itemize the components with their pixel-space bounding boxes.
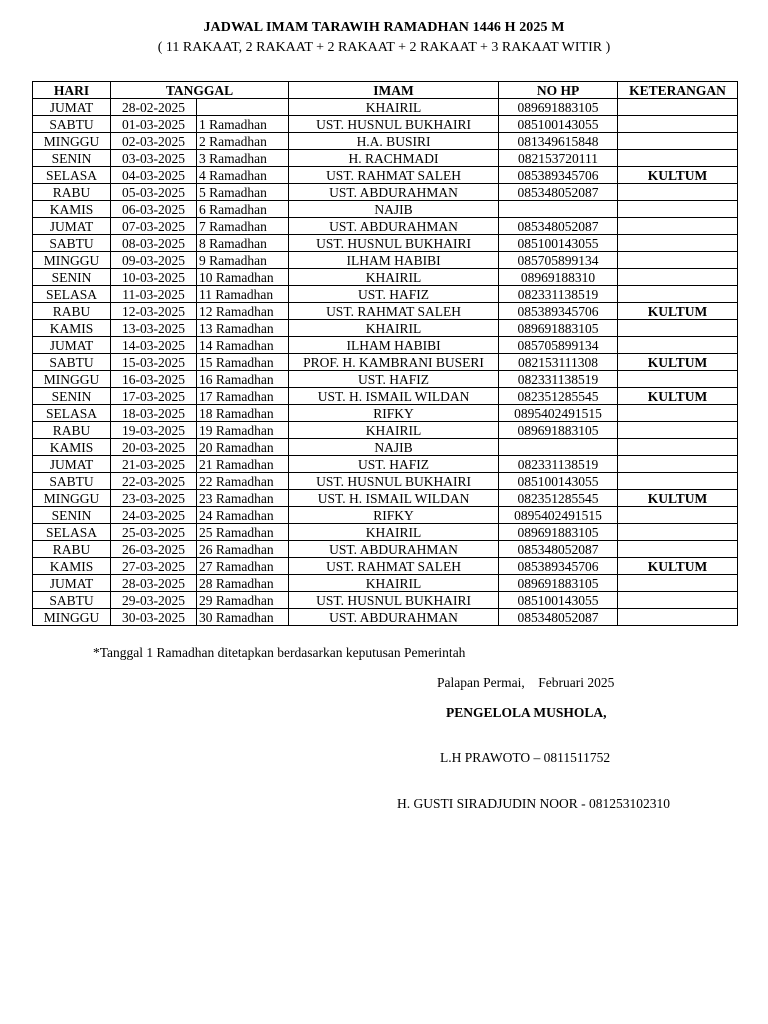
cell-nohp: 085100143055 — [499, 116, 618, 133]
table-row — [33, 609, 738, 626]
cell-hari: SABTU — [33, 116, 111, 133]
cell-hari: KAMIS — [33, 558, 111, 575]
cell-nohp: 085100143055 — [499, 592, 618, 609]
table-row — [33, 150, 738, 167]
cell-imam: UST. H. ISMAIL WILDAN — [289, 388, 499, 405]
cell-keterangan: KULTUM — [618, 303, 738, 320]
cell-tanggal: 16-03-2025 — [111, 371, 197, 388]
cell-nohp: 085100143055 — [499, 235, 618, 252]
cell-imam: ILHAM HABIBI — [289, 252, 499, 269]
cell-nohp: 085705899134 — [499, 337, 618, 354]
cell-hari: KAMIS — [33, 201, 111, 218]
cell-tanggal: 09-03-2025 — [111, 252, 197, 269]
cell-hari: SELASA — [33, 405, 111, 422]
table-row — [33, 405, 738, 422]
table-row — [33, 286, 738, 303]
cell-imam: KHAIRIL — [289, 269, 499, 286]
cell-keterangan — [618, 133, 738, 150]
cell-imam: UST. ABDURAHMAN — [289, 218, 499, 235]
cell-tanggal: 27-03-2025 — [111, 558, 197, 575]
cell-ramadhan: 12 Ramadhan — [197, 303, 289, 320]
cell-hari: KAMIS — [33, 320, 111, 337]
cell-nohp: 085348052087 — [499, 541, 618, 558]
cell-hari: MINGGU — [33, 133, 111, 150]
cell-nohp: 0895402491515 — [499, 507, 618, 524]
cell-hari: SABTU — [33, 235, 111, 252]
cell-hari: SABTU — [33, 592, 111, 609]
signer-siradjudin: H. GUSTI SIRADJUDIN NOOR - 081253102310 — [397, 796, 670, 811]
cell-keterangan: KULTUM — [618, 354, 738, 371]
cell-ramadhan: 26 Ramadhan — [197, 541, 289, 558]
cell-tanggal: 19-03-2025 — [111, 422, 197, 439]
cell-tanggal: 28-03-2025 — [111, 575, 197, 592]
cell-hari: MINGGU — [33, 490, 111, 507]
cell-hari: RABU — [33, 303, 111, 320]
cell-nohp: 082331138519 — [499, 286, 618, 303]
cell-imam: H.A. BUSIRI — [289, 133, 499, 150]
cell-imam: ILHAM HABIBI — [289, 337, 499, 354]
header-imam: IMAM — [289, 82, 499, 99]
cell-ramadhan: 28 Ramadhan — [197, 575, 289, 592]
cell-nohp: 082153111308 — [499, 354, 618, 371]
cell-nohp — [499, 201, 618, 218]
cell-keterangan — [618, 235, 738, 252]
cell-hari: SENIN — [33, 150, 111, 167]
cell-imam: UST. RAHMAT SALEH — [289, 303, 499, 320]
cell-hari: MINGGU — [33, 252, 111, 269]
cell-imam: KHAIRIL — [289, 422, 499, 439]
cell-ramadhan: 1 Ramadhan — [197, 116, 289, 133]
cell-hari: RABU — [33, 184, 111, 201]
cell-nohp: 089691883105 — [499, 320, 618, 337]
cell-nohp: 082331138519 — [499, 371, 618, 388]
cell-imam: KHAIRIL — [289, 99, 499, 116]
cell-nohp: 082351285545 — [499, 490, 618, 507]
cell-keterangan — [618, 524, 738, 541]
cell-tanggal: 28-02-2025 — [111, 99, 197, 116]
cell-keterangan — [618, 184, 738, 201]
cell-nohp: 089691883105 — [499, 99, 618, 116]
cell-hari: JUMAT — [33, 337, 111, 354]
cell-hari: RABU — [33, 541, 111, 558]
cell-ramadhan: 2 Ramadhan — [197, 133, 289, 150]
cell-nohp: 085100143055 — [499, 473, 618, 490]
table-row — [33, 303, 738, 320]
cell-keterangan — [618, 99, 738, 116]
cell-keterangan — [618, 371, 738, 388]
cell-hari: JUMAT — [33, 575, 111, 592]
cell-ramadhan: 10 Ramadhan — [197, 269, 289, 286]
cell-nohp: 081349615848 — [499, 133, 618, 150]
table-row — [33, 116, 738, 133]
cell-tanggal: 10-03-2025 — [111, 269, 197, 286]
cell-nohp: 089691883105 — [499, 524, 618, 541]
cell-imam: KHAIRIL — [289, 524, 499, 541]
signer-prawoto: L.H PRAWOTO – 0811511752 — [440, 750, 611, 765]
cell-imam: UST. HUSNUL BUKHAIRI — [289, 473, 499, 490]
cell-keterangan — [618, 541, 738, 558]
schedule-body — [33, 99, 738, 626]
cell-nohp: 08969188310 — [499, 269, 618, 286]
cell-tanggal: 22-03-2025 — [111, 473, 197, 490]
table-row — [33, 507, 738, 524]
table-row — [33, 184, 738, 201]
cell-hari: SELASA — [33, 167, 111, 184]
cell-imam: UST. HAFIZ — [289, 286, 499, 303]
cell-nohp: 082331138519 — [499, 456, 618, 473]
cell-hari: SENIN — [33, 507, 111, 524]
cell-tanggal: 07-03-2025 — [111, 218, 197, 235]
place-date: Palapan Permai, Februari 2025 — [437, 675, 615, 690]
cell-ramadhan: 13 Ramadhan — [197, 320, 289, 337]
table-row — [33, 99, 738, 116]
cell-ramadhan: 29 Ramadhan — [197, 592, 289, 609]
table-row — [33, 320, 738, 337]
cell-nohp: 089691883105 — [499, 422, 618, 439]
cell-tanggal: 25-03-2025 — [111, 524, 197, 541]
table-row — [33, 235, 738, 252]
cell-nohp: 085348052087 — [499, 609, 618, 626]
cell-keterangan: KULTUM — [618, 388, 738, 405]
table-row — [33, 133, 738, 150]
cell-keterangan — [618, 286, 738, 303]
cell-ramadhan: 6 Ramadhan — [197, 201, 289, 218]
cell-ramadhan: 24 Ramadhan — [197, 507, 289, 524]
cell-tanggal: 01-03-2025 — [111, 116, 197, 133]
cell-tanggal: 26-03-2025 — [111, 541, 197, 558]
header-tanggal: TANGGAL — [111, 82, 289, 99]
table-row — [33, 201, 738, 218]
cell-ramadhan: 21 Ramadhan — [197, 456, 289, 473]
cell-nohp: 082351285545 — [499, 388, 618, 405]
cell-nohp: 085389345706 — [499, 303, 618, 320]
cell-hari: SABTU — [33, 473, 111, 490]
cell-nohp: 0895402491515 — [499, 405, 618, 422]
table-row — [33, 388, 738, 405]
cell-tanggal: 08-03-2025 — [111, 235, 197, 252]
cell-keterangan — [618, 575, 738, 592]
cell-hari: SENIN — [33, 269, 111, 286]
cell-keterangan — [618, 405, 738, 422]
cell-tanggal: 02-03-2025 — [111, 133, 197, 150]
cell-hari: SABTU — [33, 354, 111, 371]
cell-nohp: 085389345706 — [499, 167, 618, 184]
cell-nohp — [499, 439, 618, 456]
cell-nohp: 089691883105 — [499, 575, 618, 592]
cell-ramadhan: 14 Ramadhan — [197, 337, 289, 354]
table-row — [33, 337, 738, 354]
table-row — [33, 269, 738, 286]
cell-imam: UST. HUSNUL BUKHAIRI — [289, 235, 499, 252]
cell-imam: H. RACHMADI — [289, 150, 499, 167]
cell-ramadhan — [197, 99, 289, 116]
cell-ramadhan: 8 Ramadhan — [197, 235, 289, 252]
cell-imam: UST. HAFIZ — [289, 456, 499, 473]
cell-imam: UST. ABDURAHMAN — [289, 609, 499, 626]
cell-keterangan: KULTUM — [618, 167, 738, 184]
cell-tanggal: 24-03-2025 — [111, 507, 197, 524]
cell-ramadhan: 20 Ramadhan — [197, 439, 289, 456]
cell-tanggal: 05-03-2025 — [111, 184, 197, 201]
cell-imam: UST. ABDURAHMAN — [289, 541, 499, 558]
cell-keterangan — [618, 609, 738, 626]
cell-imam: UST. RAHMAT SALEH — [289, 558, 499, 575]
cell-imam: PROF. H. KAMBRANI BUSERI — [289, 354, 499, 371]
cell-nohp: 085389345706 — [499, 558, 618, 575]
cell-keterangan — [618, 439, 738, 456]
cell-tanggal: 04-03-2025 — [111, 167, 197, 184]
cell-ramadhan: 27 Ramadhan — [197, 558, 289, 575]
table-row — [33, 218, 738, 235]
cell-ramadhan: 23 Ramadhan — [197, 490, 289, 507]
table-row — [33, 558, 738, 575]
cell-tanggal: 30-03-2025 — [111, 609, 197, 626]
cell-hari: JUMAT — [33, 456, 111, 473]
cell-tanggal: 06-03-2025 — [111, 201, 197, 218]
cell-ramadhan: 4 Ramadhan — [197, 167, 289, 184]
cell-imam: UST. RAHMAT SALEH — [289, 167, 499, 184]
cell-ramadhan: 7 Ramadhan — [197, 218, 289, 235]
cell-ramadhan: 16 Ramadhan — [197, 371, 289, 388]
table-row — [33, 524, 738, 541]
header-hari: HARI — [33, 82, 111, 99]
cell-hari: SELASA — [33, 524, 111, 541]
table-row — [33, 592, 738, 609]
cell-keterangan — [618, 201, 738, 218]
cell-tanggal: 29-03-2025 — [111, 592, 197, 609]
table-row — [33, 371, 738, 388]
cell-imam: NAJIB — [289, 439, 499, 456]
cell-hari: SELASA — [33, 286, 111, 303]
table-row — [33, 167, 738, 184]
table-row — [33, 252, 738, 269]
table-row — [33, 541, 738, 558]
cell-keterangan — [618, 320, 738, 337]
cell-keterangan — [618, 473, 738, 490]
cell-hari: JUMAT — [33, 99, 111, 116]
table-row — [33, 490, 738, 507]
footnote: *Tanggal 1 Ramadhan ditetapkan berdasarkan keputusan Pemerintah — [93, 645, 466, 660]
cell-hari: MINGGU — [33, 609, 111, 626]
cell-imam: UST. HAFIZ — [289, 371, 499, 388]
cell-ramadhan: 3 Ramadhan — [197, 150, 289, 167]
cell-nohp: 085348052087 — [499, 184, 618, 201]
cell-ramadhan: 17 Ramadhan — [197, 388, 289, 405]
header-keterangan: KETERANGAN — [618, 82, 738, 99]
cell-keterangan — [618, 507, 738, 524]
cell-ramadhan: 25 Ramadhan — [197, 524, 289, 541]
cell-hari: JUMAT — [33, 218, 111, 235]
cell-nohp: 082153720111 — [499, 150, 618, 167]
cell-ramadhan: 22 Ramadhan — [197, 473, 289, 490]
table-header-row — [33, 82, 738, 99]
table-row — [33, 422, 738, 439]
cell-keterangan — [618, 337, 738, 354]
table-row — [33, 456, 738, 473]
cell-imam: KHAIRIL — [289, 320, 499, 337]
cell-keterangan — [618, 456, 738, 473]
cell-tanggal: 03-03-2025 — [111, 150, 197, 167]
page-subtitle: ( 11 RAKAAT, 2 RAKAAT + 2 RAKAAT + 2 RAKAAT + 3 RAKAAT WITIR ) — [157, 40, 611, 55]
cell-imam: UST. HUSNUL BUKHAIRI — [289, 592, 499, 609]
cell-ramadhan: 11 Ramadhan — [197, 286, 289, 303]
cell-ramadhan: 30 Ramadhan — [197, 609, 289, 626]
cell-tanggal: 14-03-2025 — [111, 337, 197, 354]
page-title: JADWAL IMAM TARAWIH RAMADHAN 1446 H 2025 M — [203, 20, 565, 35]
schedule-table — [32, 81, 738, 626]
cell-tanggal: 23-03-2025 — [111, 490, 197, 507]
cell-keterangan — [618, 252, 738, 269]
cell-imam: RIFKY — [289, 507, 499, 524]
cell-keterangan: KULTUM — [618, 490, 738, 507]
cell-keterangan: KULTUM — [618, 558, 738, 575]
cell-hari: RABU — [33, 422, 111, 439]
table-row — [33, 354, 738, 371]
cell-imam: UST. ABDURAHMAN — [289, 184, 499, 201]
cell-tanggal: 13-03-2025 — [111, 320, 197, 337]
table-row — [33, 575, 738, 592]
cell-hari: KAMIS — [33, 439, 111, 456]
cell-keterangan — [618, 150, 738, 167]
cell-keterangan — [618, 218, 738, 235]
cell-imam: NAJIB — [289, 201, 499, 218]
cell-tanggal: 20-03-2025 — [111, 439, 197, 456]
cell-hari: SENIN — [33, 388, 111, 405]
cell-nohp: 085348052087 — [499, 218, 618, 235]
organization-name: PENGELOLA MUSHOLA, — [446, 705, 607, 720]
cell-keterangan — [618, 116, 738, 133]
cell-ramadhan: 9 Ramadhan — [197, 252, 289, 269]
cell-ramadhan: 15 Ramadhan — [197, 354, 289, 371]
cell-tanggal: 15-03-2025 — [111, 354, 197, 371]
cell-keterangan — [618, 592, 738, 609]
cell-tanggal: 18-03-2025 — [111, 405, 197, 422]
cell-imam: KHAIRIL — [289, 575, 499, 592]
cell-imam: UST. H. ISMAIL WILDAN — [289, 490, 499, 507]
header-nohp: NO HP — [499, 82, 618, 99]
cell-keterangan — [618, 269, 738, 286]
cell-tanggal: 11-03-2025 — [111, 286, 197, 303]
table-row — [33, 473, 738, 490]
cell-tanggal: 12-03-2025 — [111, 303, 197, 320]
cell-ramadhan: 5 Ramadhan — [197, 184, 289, 201]
cell-tanggal: 21-03-2025 — [111, 456, 197, 473]
cell-hari: MINGGU — [33, 371, 111, 388]
cell-nohp: 085705899134 — [499, 252, 618, 269]
cell-tanggal: 17-03-2025 — [111, 388, 197, 405]
cell-imam: UST. HUSNUL BUKHAIRI — [289, 116, 499, 133]
table-row — [33, 439, 738, 456]
cell-imam: RIFKY — [289, 405, 499, 422]
cell-keterangan — [618, 422, 738, 439]
cell-ramadhan: 18 Ramadhan — [197, 405, 289, 422]
cell-ramadhan: 19 Ramadhan — [197, 422, 289, 439]
